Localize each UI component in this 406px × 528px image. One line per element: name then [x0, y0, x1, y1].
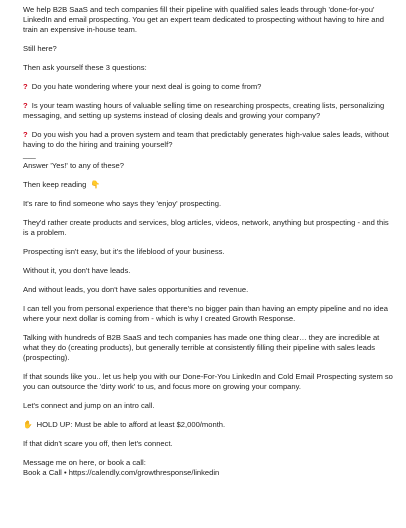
pointing-down-hand-icon: 👇 [90, 180, 100, 189]
still-here-line: Still here? [23, 44, 57, 53]
question-item-2 [23, 101, 395, 121]
hold-up-line [23, 420, 395, 430]
question-item-3 [23, 130, 395, 150]
question-text: Do you hate wondering where your next deal is going to come from? [31, 82, 262, 91]
question-mark-icon: ? [23, 130, 28, 139]
divider: ___ [23, 150, 36, 159]
no-leads-paragraph: Without it, you don't have leads. [23, 266, 131, 275]
raised-hand-icon: ✋ [23, 420, 33, 429]
scare-paragraph: If that didn't scare you off, then let's connect. [23, 439, 173, 448]
no-sales-paragraph: And without leads, you don't have sales opportunities and revenue. [23, 285, 249, 294]
question-mark-icon: ? [23, 82, 28, 91]
keep-reading-text: Then keep reading [23, 180, 87, 189]
ask-questions-line: Then ask yourself these 3 questions: [23, 63, 147, 72]
question-item-1 [23, 82, 395, 92]
hold-up-text: HOLD UP: Must be able to afford at least $2,000/month. [36, 420, 226, 429]
book-call-line: Book a Call • https://calendly.com/growthresponse/linkedin [23, 468, 220, 477]
rather-paragraph: They'd rather create products and services, blog articles, videos, network, anything but prospecting - and this is a problem. [23, 218, 389, 237]
question-mark-icon: ? [23, 101, 28, 110]
talking-paragraph: Talking with hundreds of B2B SaaS and tech companies has made one thing clear… they are incredible at what they do (creating products), but generally terrible at consistently filling their pipeline with sales leads (prospecting). [23, 333, 380, 362]
experience-paragraph: I can tell you from personal experience that there's no bigger pain than having an empty pipeline and no idea where your next dollar is coming from - which is why I created Growth Response. [23, 304, 388, 323]
if-sounds-paragraph: If that sounds like you.. let us help you with our Done-For-You LinkedIn and Cold Email Prospecting system so you can outsource the 'dirty work' to us, and focus more on growing your company. [23, 372, 393, 391]
message-me-line: Message me on here, or book a call: [23, 458, 146, 467]
connect-paragraph: Let's connect and jump on an intro call. [23, 401, 155, 410]
answer-yes-line: Answer 'Yes!' to any of these? [23, 161, 124, 170]
question-text: Do you wish you had a proven system and team that predictably generates high-value sales leads, without having to do the hiring and training yourself? [23, 130, 389, 149]
question-text: Is your team wasting hours of valuable selling time on researching prospects, creating lists, personalizing messaging, and setting up systems instead of closing deals and growing your company? [23, 101, 385, 120]
intro-paragraph: We help B2B SaaS and tech companies fill their pipeline with qualified sales leads through 'done-for-you' LinkedIn and email prospecting. You get an expert team dedicated to prospecting without having to hire and train an expensive in-house team. [23, 5, 384, 34]
rare-paragraph: It's rare to find someone who says they 'enjoy' prospecting. [23, 199, 222, 208]
keep-reading-line [23, 180, 395, 190]
not-easy-paragraph: Prospecting isn't easy, but it's the lifeblood of your business. [23, 247, 225, 256]
about-text-document [23, 5, 395, 478]
